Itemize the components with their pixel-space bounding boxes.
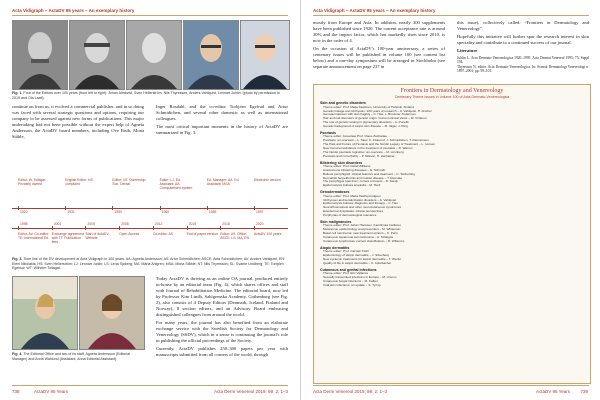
section-item: Sexually transmitted infections in Europe – M. Unemo: [323, 276, 397, 280]
section-item: Cutaneous lymphomas: current classification – R. Willemze: [323, 239, 405, 243]
section-item: Theme editor: Prof. Eric Vallance: [323, 272, 369, 276]
figure1-caption-text: Four of the Editors over 100 years (from left to right): Johan Almkvist, Sven Hellerström, Nils Thyresson, Anders Vahlquist, Lennart Juhlin. (photo by permission in 2019 and Ola Laati).: [12, 91, 280, 100]
timeline-tick: [160, 206, 161, 210]
section-item: Melanoma: epidemiology and prevention – M. Whiteman: [323, 228, 401, 232]
section-item: The Nordic psoriasis registries: an overview – M. Lönnberg: [323, 150, 404, 154]
section-item: New systemic treatments for atopic dermatitis – T. Werfel: [323, 257, 401, 261]
timeline-event-label: ActaDV 100 years: [254, 232, 282, 236]
section-item: Theme editor: Prof. Johan Hansson, Karolinska Institutet: [323, 224, 401, 228]
section-item: Neurofibromatosis and other neurocutaneous syndromes: [323, 206, 402, 210]
timeline-tick: [220, 226, 221, 230]
timeline-event-label: Open Access: [119, 232, 140, 236]
portrait-photo-1: [12, 20, 68, 90]
literature-item: Thyresson N, editor. Acta Dermato-Venereologica. In: Svensk Dermatologi Venereologi n. 1897–2001; pp. 99–101.: [457, 64, 589, 74]
section-item: Viral skin infections: an update – S. Tyring: [323, 283, 381, 287]
timeline-event-label: English Editor: HS. complaint: [65, 178, 94, 186]
theme-sections: [314, 101, 590, 287]
box-subtitle: Centenary Theme Issues in Volume 100 of Acta Dermato-Venereologica: [394, 95, 510, 99]
section-item: Psoriasis: an overview – L. Skov, K. Fiskerud, J. Schmidtchen, T. Rasmussen: [323, 139, 429, 143]
paragraph: mostly from Europe and Asia. In addition, nearly 300 supplements have been published since 1920. The current acceptance rate is around 30% and the impact factor, which has markedly risen since 2010, is now in the order of 4.: [313, 20, 445, 43]
timeline-event-label: Editor: AS. Office: ASCE, LS, MA, EN: [220, 232, 250, 240]
timeline-tick: [18, 206, 19, 210]
timeline-event-label: Exchange agreement with TF. Publication fees: [51, 232, 84, 244]
section-item: Hair and nail disorders of genetic origin: Current clinical views – M. Virtanen: [323, 117, 427, 121]
timeline-year: 2001: [53, 222, 62, 226]
section-item: Genodermatoses with skin fragility – C. Has, L. Bruckner-Tuderman: [323, 113, 416, 117]
timeline-axis-bottom: [12, 228, 288, 229]
footer-page-number: 739: [580, 389, 588, 394]
timeline-tick: [52, 226, 53, 230]
body-column-1: [12, 104, 144, 166]
timeline-tick: [254, 226, 255, 230]
timeline-year: 2005: [87, 222, 95, 226]
office-photo-2: [79, 276, 145, 350]
section-item: Ichthyoses and keratinization disorders – A. Vahlquist: [323, 198, 397, 202]
figure3-label: Fig. 3.: [12, 257, 23, 261]
section-item: Quality of life in atopic dermatitis – C. Apfelbacher: [323, 261, 392, 265]
body-column-1: [313, 20, 445, 80]
timeline-axis-top: [12, 208, 288, 209]
timeline-event-label: Ed. Manager: AA. Ed. Assistant: MSA: [206, 178, 240, 186]
paragraph: Hopefully this initiative will further spur the research interest in skin speciality and contribute to a continued success of our journal.: [457, 34, 589, 45]
body-column-3: [156, 276, 288, 380]
right-page: [300, 0, 600, 400]
section-item: Basal cell carcinoma: new treatment options – K. Peris: [323, 232, 398, 236]
timeline-event-label: Editor: NT. Ownership: Soc. Dental: [112, 178, 147, 186]
section-item: Cutaneous squamous cell carcinoma – A. Stratigos: [323, 235, 393, 239]
section-item: New immunomodulators in the treatment of psoriasis – R. Warren: [323, 146, 413, 150]
timeline-year: 1960: [161, 210, 170, 214]
section-heading: Skin and genetic disorders: [320, 101, 366, 106]
paragraph: continue on from us, it evolved a commercial publisher, and in so doing was faced with several strategic questions and options, requiring our company to be assessed against new forms of publications. This major undertaking had not been possible without the expert help of Agneta Andersson, the ActaDV board members, including Ove Ibsik, Mona Ståhle,: [12, 104, 144, 139]
paragraph: The most critical important moments in the history of ActaDV are summarized in Fig. 3.: [156, 124, 288, 135]
footer-page-number: 738: [12, 389, 20, 394]
timeline-year: 1998: [20, 222, 28, 226]
section-item: Epidemiology of atopic dermatitis – J. Silverberg: [323, 254, 390, 258]
timeline-year: 1920: [20, 210, 28, 214]
paragraph: Today ActaDV is thriving as an online OA journal, produced entirely in-house by an editorial team (Fig. 4), which shares offices and staff with Journal of Rehabilitation Medicine. The editorial board, now led by Professor Kim Lindh, Sahlgrenska Academy, Gothenburg (see Fig. 2), also consists of 4 Deputy Editors (Denmark, Iceland, Finland and Norway), 8 section editors, and an Advisory Board embracing distinguished colleagues from around the world.: [156, 276, 288, 317]
section-heading: Atopic dermatitis: [320, 245, 350, 250]
section-item: Genetic linkage and ichthyosis: 100 years of research – A. Vahlquist, H. Fischer: [323, 109, 432, 113]
section-item: Theme editor: Prof. Maria Tawfiq-Lindgren: [323, 194, 381, 198]
timeline-event-label: Electronic version: [254, 178, 281, 182]
section-item: Theme editor: Prof. Carsten Flohr: [323, 250, 370, 254]
footer-rule: [12, 385, 288, 386]
figure4-caption: [12, 352, 144, 361]
timeline-tick: [207, 206, 208, 210]
section-item: Ectodermal dysplasias: clinical perspectives: [323, 210, 384, 214]
timeline-tick: [18, 226, 19, 230]
paragraph: Inger Rosdahl, and the co-editor Torbjörn Egelrud and Artur Schmidtchen, and several other domestic as well as international colleagues.: [156, 104, 288, 121]
section-heading: Psoriasis: [320, 130, 336, 135]
literature-heading: Literature: [457, 48, 478, 53]
section-item: Porphyrias of dermatological relevance: [323, 213, 377, 217]
timeline-year: 2018: [222, 222, 230, 226]
timeline-year: 2015: [188, 222, 197, 226]
timeline-year: 1950: [114, 210, 122, 214]
timeline-year: 1931: [67, 210, 75, 214]
section-item: The pemphigus spectrum: current concepts – D. Sardy: [323, 180, 398, 184]
portrait-photo-5: [240, 20, 290, 90]
section-item: Genetic background of atopic skin disease – M. Jäger, J. Ring: [323, 125, 408, 129]
footer-journal: ActaDV 95 Years: [535, 389, 570, 394]
section-item: Epidermolysis bullosa acquisita – M. Hertl: [323, 184, 381, 188]
header-rule: [313, 15, 589, 16]
timeline-event-label: Co-editor: AS: [152, 232, 174, 236]
timeline-event-label: Editor: W. Tollagat. Privately owned: [18, 178, 47, 186]
footer-title: ActaDV 95 Years: [34, 389, 69, 394]
timeline-event-label: Start of ActaDV. Website: [85, 232, 110, 240]
section-heading: Genodermatoses: [320, 190, 350, 195]
section-item: Cutaneous fungal infections – M. Kalbel: [323, 279, 378, 283]
section-item: Bullous pemphigoid: clinical features and treatment – C. Sticherling: [323, 172, 415, 176]
portrait-photo-4: [183, 20, 239, 90]
section-item: The Past and Future of Psoriasis and the Nordic Legacy of Treatment – L. Iversen: [323, 143, 436, 147]
timeline-figure: [12, 168, 288, 256]
section-heading: Cutaneous and genital infections: [320, 267, 377, 272]
timeline-tick: [112, 206, 113, 210]
portrait-photo-3: [126, 20, 182, 90]
timeline-tick: [187, 226, 188, 230]
timeline-tick: [254, 206, 255, 210]
footer-title: Acta Derm Venereol 2019; 99: 2; 1–3: [313, 389, 388, 394]
figure1-caption: [12, 91, 288, 100]
footer-rule: [313, 385, 589, 386]
paragraph: For many years, the journal has also benefited from an elaborate exchange service with the Swedish Society for Dermatology and Venereology (SSDV), which in a sense is continuing the journal's role in publishing the official proceedings of the Society.: [156, 320, 288, 343]
timeline-tick: [85, 226, 86, 230]
timeline-year: 1985: [208, 210, 217, 214]
box-title: Frontiers in Dermatology and Venereology: [400, 88, 504, 94]
portrait-photo-2: [69, 20, 125, 90]
running-head-left: Acta Vidigraph – ActaDV 95 years – An exemplary history: [12, 8, 135, 13]
centenary-issues-box: [313, 84, 591, 384]
timeline-year: 2020: [256, 222, 264, 226]
office-photo-1: [12, 276, 78, 350]
body-column-2: [457, 20, 589, 80]
paragraph: this issue), collectively called: “Frontiers in Dermatology and Venereology”.: [457, 20, 589, 31]
timeline-tick: [65, 206, 66, 210]
paragraph: Currently, ActaDV publishes 250–300 papers per year with manuscripts submitted from all corners of the world, through: [156, 346, 288, 357]
figure3-caption-text: Time line of the DV development at Acta Vidigraph in 100 years. AA: Agneta Andersson; AS: Artur Schmidtchen; ASCE: Acta Schmidtchen; AV: Anders Vahlquist; EN: Eleni Nikolakis; HS: Sven Hellerström; LJ: Lennart Juhlin; LS: Lena Sjöberg; MA: Maria Ahlgren; MSA: Mona Ståhle; NT: Nils Thyresson; SL: Svante Lindberg; TE: Torbjörn Egelrud; WT: Wilhelm Tollagat.: [12, 257, 285, 271]
running-head-right: Acta Vidigraph – ActaDV 95 years – An exemplary history: [313, 8, 436, 13]
timeline-tick: [119, 226, 120, 230]
section-item: Theme editor: Prof. Maija Kaukinen, University of Helsinki, Finland: [323, 105, 414, 109]
body-column-2: [156, 104, 288, 166]
timeline-event-label: Editor: AV. Co-editor: TE. International Ed.: [18, 232, 50, 240]
header-rule: [12, 15, 288, 16]
footer-citation: Acta Derm Venereol 2019; 99: 2; 1–3: [213, 389, 288, 394]
timeline-event-label: Editor: LJ. Ed. Assistant: AA. Computerised system: [159, 178, 193, 190]
section-item: Dermatitis herpetiformis and coeliac disease – T. Reunala: [323, 176, 402, 180]
timeline-tick: [153, 226, 154, 230]
timeline-year: 2012: [154, 222, 163, 226]
figure1-label: Fig. 1.: [12, 91, 23, 95]
figure3-caption: [12, 257, 288, 271]
literature-item: Juhlin L. Acta Dermato-Venereologica 1920–1995. Acta Dermat Venereol 1995; 75: Suppl 194.: [457, 56, 589, 65]
timeline-event-label: End of paper version: [186, 232, 218, 236]
timeline-year: 2008: [121, 222, 129, 226]
timeline-year: 1997: [256, 210, 264, 214]
section-heading: Blistering skin disorders: [320, 160, 363, 165]
section-item: Epidermolysis bullosa: diagnosis and therapy – C. Has: [323, 202, 398, 206]
section-heading: Skin malignancies: [320, 219, 352, 224]
section-item: Autoimmune blistering diseases – E. Schmidt: [323, 168, 386, 172]
section-item: Theme editor: Prof. Detlef Zillikens: [323, 165, 371, 169]
section-item: Psoriasis and comorbidity – P. Nilsson, H. Zachariae: [323, 154, 395, 158]
paragraph: On the occasion of ActaDV's 100-year anniversary, a series of centenary issues will be published in volume 100 (see content list below) and a one-day symposium will be arranged in Stockholm (see separate announcement on page 237 in: [313, 46, 445, 69]
section-item: Theme editor: Associate Prof. Claus Zachariae: [323, 135, 387, 139]
figure4-caption-text: The Editorial Office and two of its staff, Agneta Andersson (Editorial Manager) and Anna Wahlund (Assistant; Anna Editorial Assistant).: [12, 352, 131, 361]
figure4-label: Fig. 4.: [12, 352, 23, 356]
section-item: The role of genetic testing in pigmentary disorders – A. Pucelik: [323, 121, 409, 125]
